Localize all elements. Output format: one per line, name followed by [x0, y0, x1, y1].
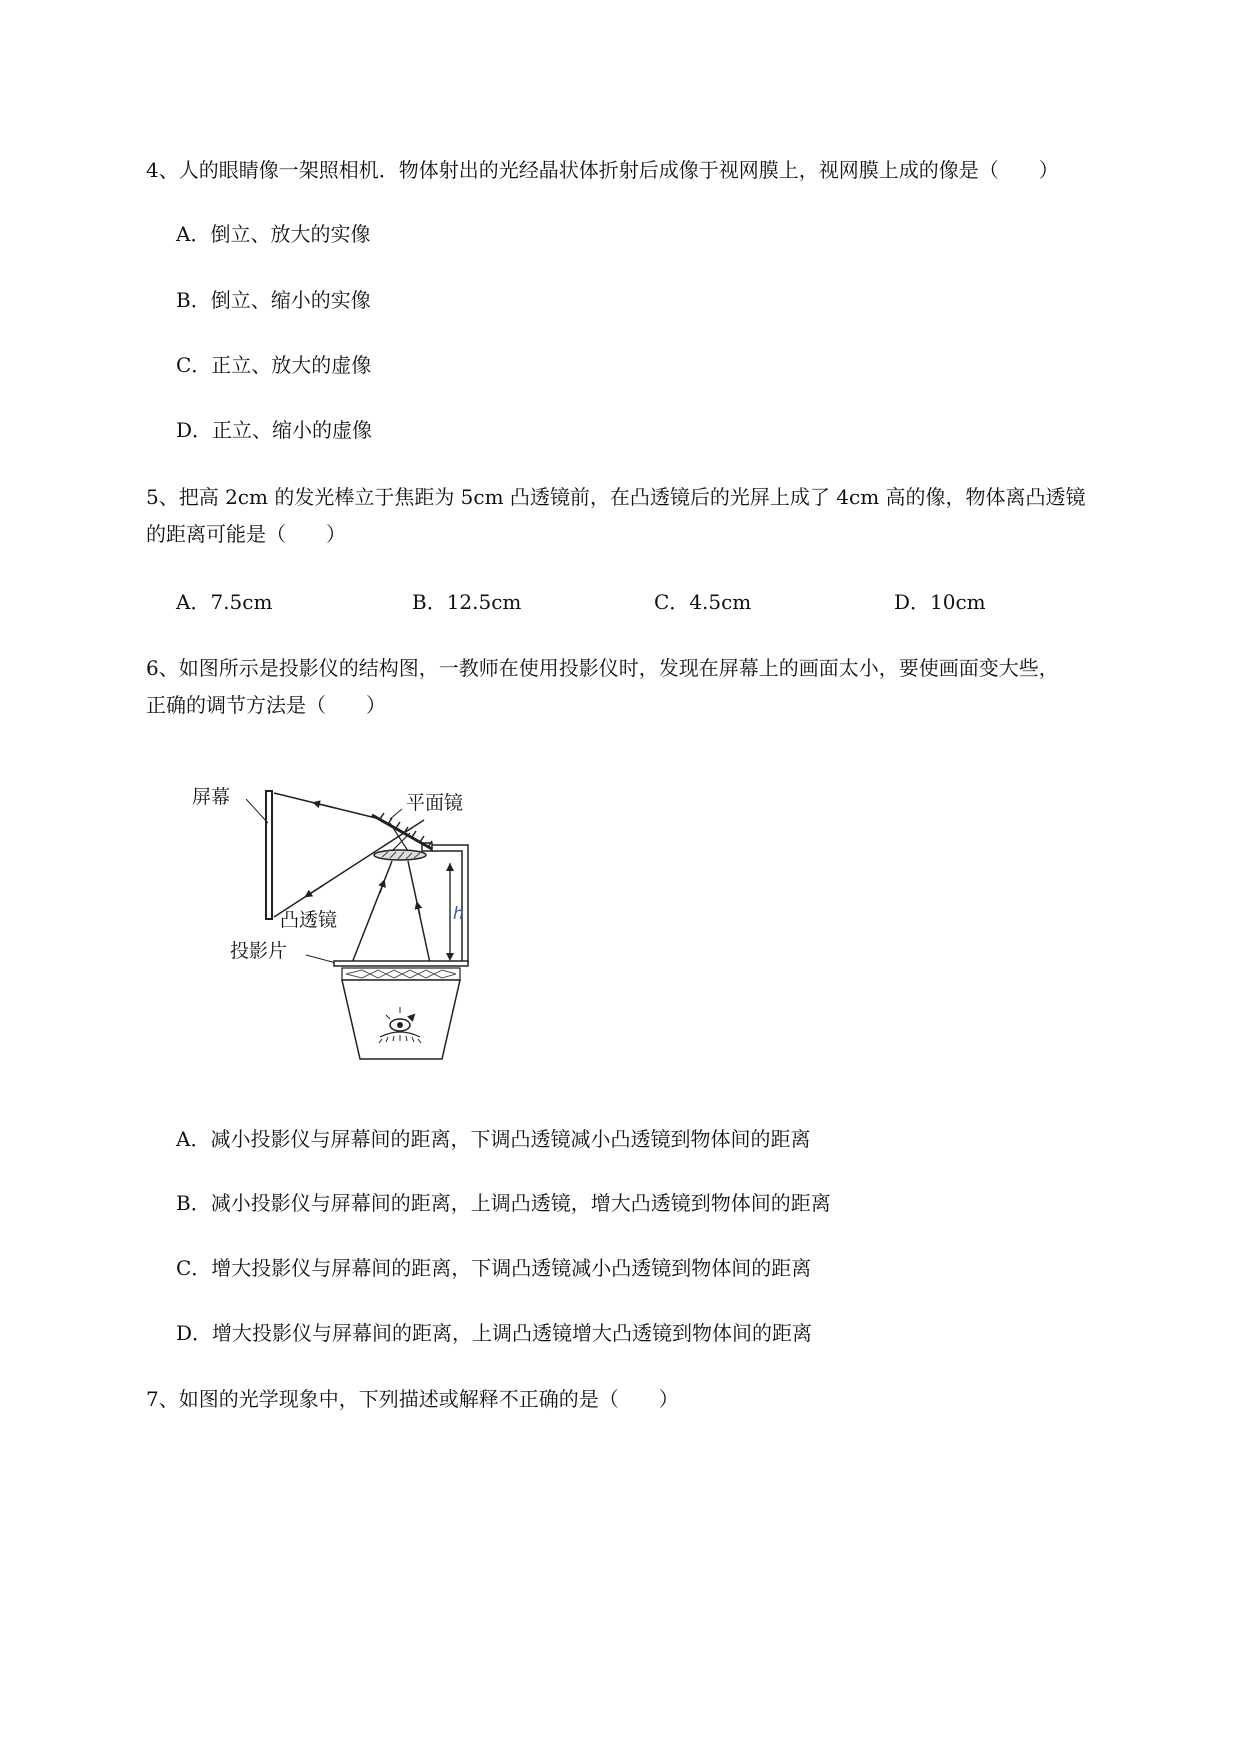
- question-6-stem-line2: 正确的调节方法是（ ）: [146, 693, 386, 717]
- slide-label: 投影片: [230, 940, 288, 962]
- screen-shape: [266, 791, 272, 919]
- question-5-option-b: B．12.5cm: [412, 590, 522, 614]
- ray-left-up: [352, 861, 392, 963]
- question-4-option-b: B．倒立、缩小的实像: [176, 288, 371, 312]
- ray-top-arrow: [314, 803, 334, 808]
- ray-left-up-arrow: [380, 881, 384, 893]
- question-4-option-a: A．倒立、放大的实像: [176, 222, 371, 246]
- question-4-option-c: C．正立、放大的虚像: [176, 353, 372, 377]
- question-5-stem-line2: 的距离可能是（ ）: [146, 522, 346, 546]
- height-label: h: [453, 904, 464, 924]
- projection-slide: [334, 961, 468, 966]
- mirror-hatching: [380, 813, 432, 847]
- ray-bottom: [274, 820, 424, 917]
- lens-label: 凸透镜: [280, 909, 338, 931]
- question-5-option-a: A．7.5cm: [176, 590, 273, 614]
- question-6-option-d: D．增大投影仪与屏幕间的距离，上调凸透镜增大凸透镜到物体间的距离: [176, 1321, 813, 1345]
- screen-label-leader: [246, 799, 268, 823]
- ray-bottom-arrow: [306, 885, 324, 897]
- question-6-option-a: A．减小投影仪与屏幕间的距离，下调凸透镜减小凸透镜到物体间的距离: [176, 1127, 811, 1151]
- question-5-stem-line1: 5、把高 2cm 的发光棒立于焦距为 5cm 凸透镜前，在凸透镜后的光屏上成了 4cm 高的像，物体离凸透镜: [146, 485, 1086, 509]
- question-5-option-c: C．4.5cm: [654, 590, 752, 614]
- slide-label-leader: [306, 955, 336, 963]
- projector-diagram: [184, 775, 504, 1065]
- question-6-option-b: B．减小投影仪与屏幕间的距离，上调凸透镜，增大凸透镜到物体间的距离: [176, 1191, 831, 1215]
- mirror-label: 平面镜: [406, 792, 464, 814]
- question-5-option-d: D．10cm: [894, 590, 986, 614]
- question-6-option-c: C．增大投影仪与屏幕间的距离，下调凸透镜减小凸透镜到物体间的距离: [176, 1256, 812, 1280]
- question-6-stem-line1: 6、如图所示是投影仪的结构图，一教师在使用投影仪时，发现在屏幕上的画面太小，要使画面变大些，: [146, 656, 1059, 680]
- question-4-stem: 4、人的眼睛像一架照相机．物体射出的光经晶状体折射后成像于视网膜上，视网膜上成的像是（ ）: [146, 158, 1059, 182]
- question-7-stem: 7、如图的光学现象中，下列描述或解释不正确的是（ ）: [146, 1387, 679, 1411]
- screen-label: 屏幕: [192, 786, 231, 808]
- mirror-label-leader: [390, 809, 402, 819]
- question-4-option-d: D．正立、缩小的虚像: [176, 418, 373, 442]
